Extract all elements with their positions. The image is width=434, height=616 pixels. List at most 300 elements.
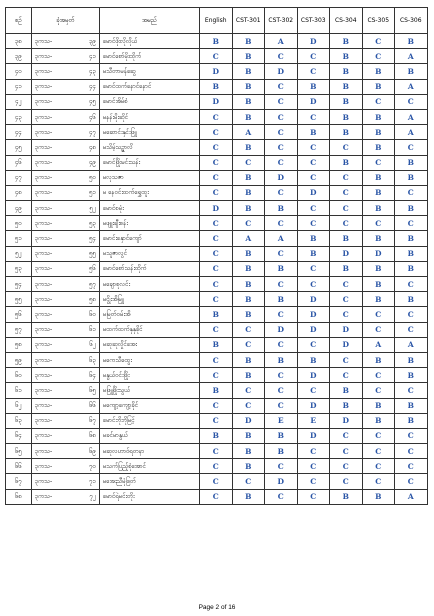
grade-cell: D	[297, 428, 330, 443]
grade-cell: B	[395, 64, 428, 79]
roll-number: ၃၉	[89, 37, 96, 45]
grade-cell: C	[330, 170, 363, 185]
student-name-cell: မအေးညီမုံဖြတ်	[100, 474, 200, 489]
grade-cell: C	[330, 368, 363, 383]
table-row	[6, 216, 428, 231]
grade-cell: B	[232, 489, 265, 504]
grade-cell: B	[330, 64, 363, 79]
roll-no-cell	[32, 277, 100, 292]
table-row	[6, 337, 428, 352]
grade-cell: C	[362, 155, 395, 170]
grade-cell: B	[395, 398, 428, 413]
roll-number: ၆၃	[89, 356, 96, 364]
roll-no-cell	[32, 109, 100, 124]
grade-cell: C	[330, 352, 363, 367]
col-cst-303: CST-303	[297, 8, 330, 34]
class-prefix: ၃ကသ-	[35, 52, 53, 60]
class-prefix: ၃ကသ-	[35, 265, 53, 273]
roll-number: ၄၁	[89, 52, 96, 60]
serial-cell: ၅၁	[6, 231, 32, 246]
student-name-cell: မသက်ပြည့်စုံအောင်	[100, 459, 200, 474]
grade-cell: C	[395, 216, 428, 231]
student-name-cell: မ နေဝင်းထက်ရွှေထူး	[100, 185, 200, 200]
grade-cell: B	[200, 337, 233, 352]
grade-cell: B	[330, 79, 363, 94]
grade-cell: C	[232, 216, 265, 231]
grade-cell: C	[200, 49, 233, 64]
grade-cell: A	[395, 337, 428, 352]
student-name-cell: မဆုလဟာဝ်ရတနာ	[100, 444, 200, 459]
grade-cell: D	[265, 474, 298, 489]
grade-cell: C	[395, 140, 428, 155]
grade-cell: C	[395, 94, 428, 109]
grade-cell: E	[297, 413, 330, 428]
grade-cell: A	[395, 79, 428, 94]
roll-no-cell	[32, 489, 100, 504]
student-name-cell: မကေသီထွေး	[100, 352, 200, 367]
roll-number: ၅၀	[89, 174, 96, 182]
serial-cell: ၄၄	[6, 125, 32, 140]
student-name-cell: မလှသဇာ	[100, 170, 200, 185]
grade-cell: C	[362, 322, 395, 337]
col-name: အမည်	[100, 8, 200, 34]
class-prefix: ၃ကသ-	[35, 204, 53, 212]
class-prefix: ၃ကသ-	[35, 83, 53, 91]
grade-cell: C	[395, 474, 428, 489]
grade-cell: C	[330, 201, 363, 216]
serial-cell: ၆၃	[6, 413, 32, 428]
grade-cell: A	[395, 49, 428, 64]
grade-cell: B	[362, 292, 395, 307]
grade-cell: B	[232, 277, 265, 292]
class-prefix: ၃ကသ-	[35, 159, 53, 167]
table-row	[6, 307, 428, 322]
roll-number: ၆၇	[89, 417, 96, 425]
roll-number: ၆၉	[89, 447, 96, 455]
grade-cell: B	[232, 109, 265, 124]
grade-cell: B	[362, 413, 395, 428]
grade-cell: C	[265, 140, 298, 155]
grade-cell: B	[395, 368, 428, 383]
grade-cell: B	[330, 489, 363, 504]
grade-cell: D	[330, 322, 363, 337]
roll-number: ၇၂	[89, 493, 96, 501]
grade-cell: C	[200, 155, 233, 170]
roll-no-cell	[32, 368, 100, 383]
roll-no-cell	[32, 94, 100, 109]
class-prefix: ၃ကသ-	[35, 143, 53, 151]
roll-no-cell	[32, 34, 100, 49]
roll-no-cell	[32, 383, 100, 398]
table-row	[6, 459, 428, 474]
grade-cell: C	[297, 216, 330, 231]
roll-no-cell	[32, 337, 100, 352]
col-cs-305: CS-305	[362, 8, 395, 34]
grade-cell: C	[297, 170, 330, 185]
student-name-cell: မောင်ရဲမင်းတိုး	[100, 489, 200, 504]
student-name-cell: မမြတ်ဝမ်းအိ	[100, 307, 200, 322]
grade-cell: B	[232, 444, 265, 459]
student-name-cell: မသိမ့်သဉ္ဇာလိ	[100, 140, 200, 155]
grade-cell: C	[265, 79, 298, 94]
table-row	[6, 185, 428, 200]
roll-no-cell	[32, 428, 100, 443]
table-row	[6, 277, 428, 292]
roll-no-cell	[32, 246, 100, 261]
grade-cell: D	[297, 185, 330, 200]
grade-cell: B	[232, 201, 265, 216]
grade-cell: C	[265, 459, 298, 474]
class-prefix: ၃ကသ-	[35, 113, 53, 121]
grade-cell: B	[200, 79, 233, 94]
class-prefix: ၃ကသ-	[35, 432, 53, 440]
table-row	[6, 155, 428, 170]
roll-no-cell	[32, 125, 100, 140]
grade-cell: C	[330, 474, 363, 489]
student-name-cell: မောင်ဖိုးလိုလိုယ်	[100, 34, 200, 49]
roll-no-cell	[32, 79, 100, 94]
grade-cell: C	[330, 216, 363, 231]
serial-cell: ၅၈	[6, 337, 32, 352]
grade-cell: B	[362, 185, 395, 200]
student-name-cell: မောင်အိမ်စံ	[100, 94, 200, 109]
serial-cell: ၃၈	[6, 34, 32, 49]
table-row	[6, 444, 428, 459]
table-row	[6, 201, 428, 216]
grade-cell: D	[232, 413, 265, 428]
roll-number: ၄၉	[89, 159, 96, 167]
grade-cell: D	[297, 307, 330, 322]
grade-cell: A	[395, 489, 428, 504]
grade-cell: B	[232, 307, 265, 322]
class-prefix: ၃ကသ-	[35, 219, 53, 227]
table-row	[6, 474, 428, 489]
roll-number: ၅၁	[89, 189, 96, 197]
table-row	[6, 383, 428, 398]
grade-cell: C	[265, 368, 298, 383]
grade-cell: C	[297, 155, 330, 170]
grade-cell: B	[362, 398, 395, 413]
grade-cell: C	[395, 307, 428, 322]
grade-cell: C	[265, 94, 298, 109]
grade-cell: C	[200, 185, 233, 200]
table-row	[6, 428, 428, 443]
student-name-cell: မကျော့ကျော့ခိုင်	[100, 398, 200, 413]
grade-cell: C	[297, 140, 330, 155]
table-row	[6, 231, 428, 246]
class-prefix: ၃ကသ-	[35, 371, 53, 379]
roll-number: ၆၆	[89, 402, 96, 410]
grade-cell: B	[362, 489, 395, 504]
student-name-cell: မောင်စမုံး	[100, 201, 200, 216]
grade-cell: B	[297, 125, 330, 140]
grade-cell: C	[362, 307, 395, 322]
grade-cell: B	[232, 79, 265, 94]
grade-cell: C	[200, 246, 233, 261]
grade-cell: C	[395, 185, 428, 200]
table-row	[6, 246, 428, 261]
roll-number: ၆၂	[89, 341, 96, 349]
grade-cell: C	[362, 34, 395, 49]
grade-cell: C	[200, 398, 233, 413]
grade-cell: A	[395, 109, 428, 124]
student-name-cell: မဖြူဖြိုးသွယ်	[100, 383, 200, 398]
class-prefix: ၃ကသ-	[35, 386, 53, 394]
serial-cell: ၅၀	[6, 216, 32, 231]
serial-cell: ၅၉	[6, 352, 32, 367]
grade-cell: D	[297, 322, 330, 337]
serial-cell: ၅၂	[6, 246, 32, 261]
class-prefix: ၃ကသ-	[35, 310, 53, 318]
grade-cell: C	[200, 413, 233, 428]
grade-cell: A	[265, 34, 298, 49]
grade-cell: E	[265, 413, 298, 428]
roll-no-cell	[32, 459, 100, 474]
serial-cell: ၄၀	[6, 64, 32, 79]
roll-no-cell	[32, 64, 100, 79]
table-row	[6, 140, 428, 155]
student-name-cell: မနွယ်ဝင်းဖြိုး	[100, 368, 200, 383]
student-name-cell: မဆုဆုလှိုင်အေး	[100, 337, 200, 352]
grade-cell: B	[265, 428, 298, 443]
grade-cell: D	[265, 170, 298, 185]
grade-cell: C	[200, 459, 233, 474]
grade-cell: C	[265, 489, 298, 504]
roll-number: ၅၃	[89, 219, 96, 227]
roll-number: ၄၇	[89, 128, 96, 136]
grade-cell: C	[362, 383, 395, 398]
grade-cell: B	[200, 307, 233, 322]
grade-cell: C	[297, 444, 330, 459]
grade-cell: C	[232, 155, 265, 170]
grade-cell: C	[265, 383, 298, 398]
student-name-cell: မောင်စော်မိုးထိုက်	[100, 49, 200, 64]
grade-cell: C	[265, 398, 298, 413]
table-row	[6, 352, 428, 367]
student-name-cell: မောင်စော်သန်းထိုက်	[100, 261, 200, 276]
grade-cell: C	[265, 216, 298, 231]
grade-cell: B	[200, 383, 233, 398]
grade-cell: D	[330, 246, 363, 261]
grade-cell: C	[297, 474, 330, 489]
grade-cell: C	[297, 383, 330, 398]
grade-cell: C	[362, 216, 395, 231]
roll-number: ၇၀	[89, 462, 96, 470]
grade-cell: D	[297, 94, 330, 109]
serial-cell: ၆၅	[6, 444, 32, 459]
student-name-cell: မောင်ထက်နောင်နောင်	[100, 79, 200, 94]
serial-cell: ၆၇	[6, 474, 32, 489]
roll-number: ၅၅	[89, 250, 96, 258]
roll-number: ၄၃	[89, 67, 96, 75]
serial-cell: ၄၂	[6, 94, 32, 109]
col-serial: စဥ်	[6, 8, 32, 34]
grade-cell: B	[265, 292, 298, 307]
grade-cell: C	[265, 109, 298, 124]
grade-cell: B	[232, 292, 265, 307]
grade-cell: C	[200, 109, 233, 124]
grade-cell: B	[297, 246, 330, 261]
table-row	[6, 109, 428, 124]
grade-cell: C	[330, 459, 363, 474]
roll-no-cell	[32, 413, 100, 428]
grade-cell: C	[362, 49, 395, 64]
grade-cell: C	[232, 383, 265, 398]
grade-cell: B	[362, 201, 395, 216]
grade-cell: B	[330, 261, 363, 276]
grade-cell: B	[232, 261, 265, 276]
student-name-cell: မောင်ဖြိုးမင်းသန်း	[100, 155, 200, 170]
grade-cell: C	[200, 292, 233, 307]
table-row	[6, 489, 428, 504]
grade-cell: C	[265, 307, 298, 322]
roll-number: ၆၄	[89, 371, 96, 379]
class-prefix: ၃ကသ-	[35, 462, 53, 470]
student-name-cell: မဖျူးချီးစန်း	[100, 216, 200, 231]
grade-cell: D	[330, 413, 363, 428]
grade-cell: C	[232, 322, 265, 337]
serial-cell: ၄၃	[6, 109, 32, 124]
serial-cell: ၆၂	[6, 398, 32, 413]
grade-cell: B	[395, 261, 428, 276]
grade-cell: C	[200, 277, 233, 292]
grade-cell: C	[200, 216, 233, 231]
roll-no-cell	[32, 231, 100, 246]
roll-number: ၄၈	[89, 143, 96, 151]
grade-cell: B	[362, 64, 395, 79]
serial-cell: ၄၅	[6, 140, 32, 155]
table-row	[6, 368, 428, 383]
serial-cell: ၆၄	[6, 428, 32, 443]
table-row	[6, 79, 428, 94]
grade-cell: B	[362, 231, 395, 246]
grade-cell: C	[200, 231, 233, 246]
student-name-cell: မချောစုလင်း	[100, 277, 200, 292]
roll-number: ၅၇	[89, 280, 96, 288]
grade-cell: B	[232, 185, 265, 200]
grade-cell: A	[232, 231, 265, 246]
grade-cell: B	[395, 413, 428, 428]
grade-cell: B	[395, 170, 428, 185]
grade-cell: C	[232, 337, 265, 352]
table-row	[6, 170, 428, 185]
grade-cell: B	[330, 383, 363, 398]
grade-cell: B	[330, 398, 363, 413]
grade-cell: C	[265, 277, 298, 292]
grade-cell: B	[232, 140, 265, 155]
grade-cell: D	[297, 292, 330, 307]
roll-no-cell	[32, 201, 100, 216]
grade-cell: B	[232, 459, 265, 474]
grade-cell: C	[330, 428, 363, 443]
roll-number: ၅၈	[89, 295, 96, 303]
serial-cell: ၆၀	[6, 368, 32, 383]
roll-number: ၆၅	[89, 386, 96, 394]
roll-no-cell	[32, 322, 100, 337]
class-prefix: ၃ကသ-	[35, 280, 53, 288]
roll-number: ၅၄	[89, 235, 96, 243]
student-name-cell: မနန်းမိုးဆိုင်	[100, 109, 200, 124]
grade-cell: C	[297, 489, 330, 504]
table-row	[6, 398, 428, 413]
grade-cell: C	[395, 277, 428, 292]
grade-cell: B	[330, 109, 363, 124]
grade-cell: C	[200, 474, 233, 489]
grade-cell: B	[200, 34, 233, 49]
serial-cell: ၅၇	[6, 322, 32, 337]
grade-cell: C	[330, 277, 363, 292]
serial-cell: ၄၉	[6, 201, 32, 216]
grade-cell: B	[232, 64, 265, 79]
class-prefix: ၃ကသ-	[35, 250, 53, 258]
table-row	[6, 64, 428, 79]
grade-cell: C	[265, 125, 298, 140]
grade-cell: B	[330, 34, 363, 49]
grade-cell: B	[232, 352, 265, 367]
roll-number: ၄၆	[89, 113, 96, 121]
grade-cell: D	[200, 201, 233, 216]
grade-cell: C	[265, 155, 298, 170]
grade-cell: B	[232, 428, 265, 443]
student-name-cell: မသူဇာလွင်	[100, 246, 200, 261]
grade-cell: B	[362, 140, 395, 155]
grade-cell: D	[330, 337, 363, 352]
table-row	[6, 322, 428, 337]
grade-cell: B	[265, 444, 298, 459]
grade-cell: C	[362, 444, 395, 459]
grade-cell: C	[297, 337, 330, 352]
grade-cell: B	[330, 49, 363, 64]
grade-cell: D	[362, 246, 395, 261]
roll-no-cell	[32, 352, 100, 367]
grade-cell: B	[297, 231, 330, 246]
grade-cell: B	[362, 352, 395, 367]
table-body	[6, 34, 428, 505]
student-name-cell: မငွိုးအိမြူ	[100, 292, 200, 307]
grade-cell: C	[297, 64, 330, 79]
serial-cell: ၆၆	[6, 459, 32, 474]
grade-cell: C	[200, 125, 233, 140]
grade-cell: B	[395, 231, 428, 246]
grade-cell: B	[265, 352, 298, 367]
serial-cell: ၅၆	[6, 307, 32, 322]
student-name-cell: မထက်ထက်နှနှခိုင်	[100, 322, 200, 337]
grade-cell: A	[395, 125, 428, 140]
grade-cell: B	[297, 352, 330, 367]
grade-cell: B	[395, 352, 428, 367]
table-row	[6, 261, 428, 276]
roll-no-cell	[32, 170, 100, 185]
grade-cell: B	[232, 94, 265, 109]
grade-cell: B	[362, 109, 395, 124]
grade-cell: C	[297, 277, 330, 292]
col-english: English	[200, 8, 233, 34]
class-prefix: ၃ကသ-	[35, 67, 53, 75]
grade-cell: C	[297, 49, 330, 64]
roll-number: ၆၀	[89, 310, 96, 318]
col-cs-304: CS-304	[330, 8, 363, 34]
grade-cell: D	[200, 94, 233, 109]
grade-cell: D	[265, 64, 298, 79]
grade-cell: B	[200, 428, 233, 443]
roll-number: ၆၈	[89, 432, 96, 440]
serial-cell: ၄၈	[6, 185, 32, 200]
student-name-cell: မောင်းနှောင်ကျော်	[100, 231, 200, 246]
table-row	[6, 125, 428, 140]
serial-cell: ၅၄	[6, 277, 32, 292]
header-row	[6, 8, 428, 34]
col-roll-no: ခုံအမှတ်	[32, 8, 100, 34]
